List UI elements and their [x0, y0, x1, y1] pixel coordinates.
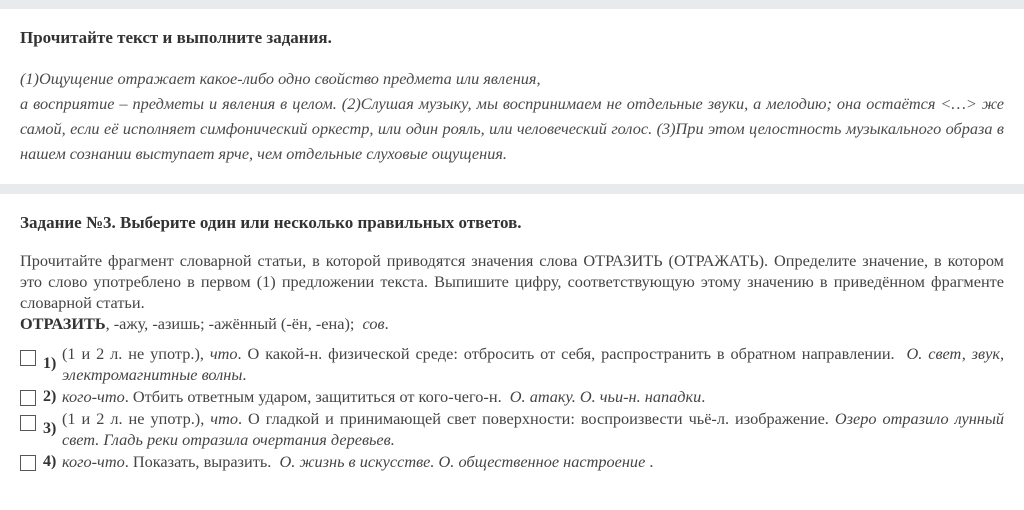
option-3-checkbox[interactable]	[20, 415, 36, 431]
option-4[interactable]	[20, 451, 1004, 472]
option-3-text: (1 и 2 л. не употр.), что. О гладкой и принимающей свет поверхности: воспроизвести чьё-л. изображение. Озеро отразило лунный свет. Гладь реки отразила очертания деревьев.	[62, 409, 1005, 449]
option-1-checkbox[interactable]	[20, 350, 36, 366]
option-2-text: кого-что. Отбить ответным ударом, защититься от кого-чего-н. О. атаку. О. чьи-н. нападки.	[62, 387, 706, 406]
option-3[interactable]	[20, 408, 1004, 450]
entry-dot: .	[384, 314, 389, 333]
option-1-number: 1)	[43, 355, 57, 372]
option-2-number: 2)	[43, 388, 57, 405]
top-band	[0, 0, 1024, 9]
option-4-text: кого-что. Показать, выразить. О. жизнь в искусстве. О. общественное настроение .	[62, 452, 654, 471]
entry-aspect: сов	[362, 314, 385, 333]
entry-word: ОТРАЗИТЬ	[20, 314, 106, 333]
passage-rest: а восприятие – предметы и явления в целом. (2)Слушая музыку, мы воспринимаем не отдельные звуки, а мелодию; она остаётся <…> же самой, если её исполняет симфонический оркестр, или один рояль, или человеческий голос. (3)При этом целостность музыкального образа в нашем сознании выступает ярче, чем отдельные слуховые ощущения.	[20, 94, 1004, 163]
text-card	[0, 9, 1024, 184]
task-title: Задание №3. Выберите один или несколько правильных ответов.	[20, 213, 522, 232]
section-title: Прочитайте текст и выполните задания.	[20, 28, 332, 47]
option-4-number: 4)	[43, 453, 57, 470]
dictionary-entry-head	[20, 313, 1004, 334]
answer-options	[20, 343, 1004, 472]
middle-band	[0, 184, 1024, 194]
entry-forms: , -ажу, -азишь; -ажённый (-ён, -ена);	[105, 314, 355, 333]
task-card	[0, 194, 1024, 472]
option-2-checkbox[interactable]	[20, 390, 36, 406]
passage-text	[20, 66, 1004, 184]
passage-line-1: (1)Ощущение отражает какое-либо одно свойство предмета или явления,	[20, 69, 541, 88]
task-instructions: Прочитайте фрагмент словарной статьи, в которой приводятся значения слова ОТРАЗИТЬ (ОТРАЖАТЬ). Определите значение, в котором это слово употреблено в первом (1) предложении текста. Выпишите цифру, соответствующую этому значению в приведённом фрагменте словарной статьи.	[20, 251, 1004, 312]
option-2[interactable]	[20, 386, 1004, 407]
option-3-number: 3)	[43, 420, 57, 437]
option-4-checkbox[interactable]	[20, 455, 36, 471]
option-1-text: (1 и 2 л. не употр.), что. О какой-н. физической среде: отбросить от себя, распространить в обратном направлении. О. свет, звук, электромагнитные волны.	[62, 344, 1005, 384]
option-1[interactable]	[20, 343, 1004, 385]
